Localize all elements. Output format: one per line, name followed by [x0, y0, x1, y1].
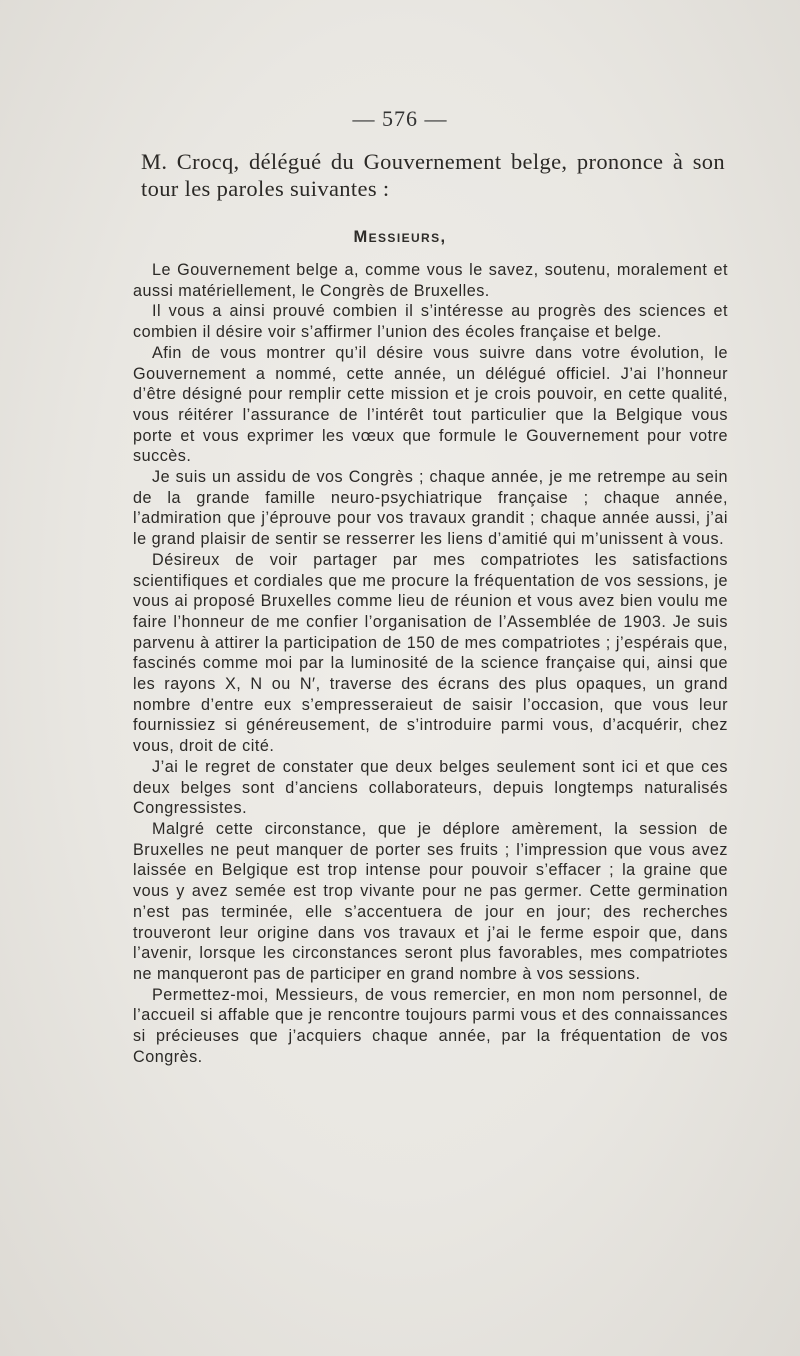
page-number: — 576 — — [352, 106, 448, 131]
intro-paragraph: M. Crocq, délégué du Gouvernement belge, prononce à son tour les paroles suivantes : — [141, 149, 725, 201]
paragraph: J’ai le regret de constater que deux belges seulement sont ici et que ces deux belges sont d’anciens collaborateurs, depuis longtemps naturalisés Congressistes. — [133, 757, 728, 818]
paragraph: Malgré cette circonstance, que je déplore amèrement, la session de Bruxelles ne peut manquer de porter ses fruits ; l’impression que vous avez laissée en Belgique est trop intense pour pouvoir s’effacer ; la graine que vous y avez semée est trop vivante pour ne pas germer. Cette germination n’est pas terminée, elle s’accentuera de jour en jour; des recherches trouveront leur origine dans vos travaux et j’ai le ferme espoir que, dans l’avenir, lorsque les circonstances seront plus favorables, mes compatriotes ne manqueront pas de participer en grand nombre à vos sessions. — [133, 819, 728, 983]
salutation-heading: Messieurs, — [353, 228, 447, 246]
paragraph: Il vous a ainsi prouvé combien il s’intéresse au progrès des sciences et combien il désire voir s’affirmer l’union des écoles française et belge. — [133, 302, 728, 342]
speech-body — [133, 260, 728, 1067]
paragraph: Je suis un assidu de vos Congrès ; chaque année, je me retrempe au sein de la grande famille neuro-psychiatrique française ; chaque année, l’admiration que j’éprouve pour vos travaux grandit ; chaque année aussi, j’ai le grand plaisir de sentir se resserrer les liens d’amitié qui m’unissent à vous. — [133, 468, 728, 549]
paragraph: Le Gouvernement belge a, comme vous le savez, soutenu, moralement et aussi matériellement, le Congrès de Bruxelles. — [133, 261, 728, 300]
paragraph: Afin de vous montrer qu’il désire vous suivre dans votre évolution, le Gouvernement a nommé, cette année, un délégué officiel. J’ai l’honneur d’être désigné pour remplir cette mission et je crois pouvoir, en cette qualité, vous réitérer l’assurance de l’intérêt tout particulier que la Belgique vous porte et vous exprimer les vœux que formule le Gouvernement pour votre succès. — [133, 343, 728, 466]
paragraph: Désireux de voir partager par mes compatriotes les satisfactions scientifiques et cordiales que me procure la fréquentation de vos sessions, je vous ai proposé Bruxelles comme lieu de réunion et vous avez bien voulu me faire l’honneur de me confier l’organisation de l’Assemblée de 1903. Je suis parvenu à attirer la participation de 150 de mes compatriotes ; j’espérais que, fascinés comme moi par la luminosité de la science française qui, ainsi que les rayons X, N ou N′, traverse des écrans des plus opaques, un grand nombre d’entre eux s’empresseraieut de saisir l’occasion, que vous leur fournissiez si généreusement, de s’introduire parmi vous, d’acquérir, chez vous, droit de cité. — [133, 550, 728, 756]
paragraph: Permettez-moi, Messieurs, de vous remercier, en mon nom personnel, de l’accueil si affable que je rencontre toujours parmi vous et des connaissances si précieuses que j’acquiers chaque année, par la fréquentation de vos Congrès. — [133, 985, 728, 1066]
